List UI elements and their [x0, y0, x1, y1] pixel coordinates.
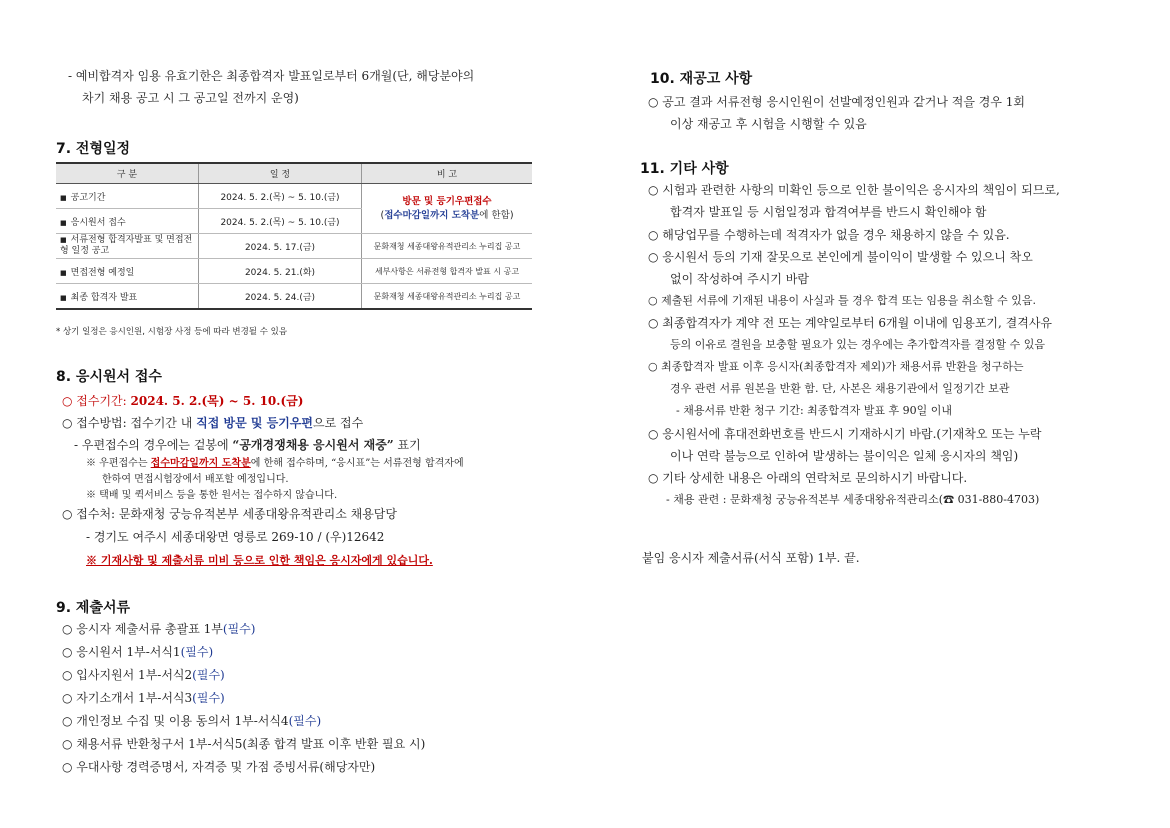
mail-note-1: ※ 우편접수는 접수마감일까지 도착분에 한해 접수하며, “응시표”는 서류전형 합격자에 [86, 458, 464, 469]
merged-note: 방문 및 등기우편접수 (접수마감일까지 도착분에 한함) [362, 184, 533, 234]
warning-note: ※ 기재사항 및 제출서류 미비 등으로 인한 책임은 응시자에게 있습니다. [86, 554, 433, 567]
section-10-line-2: 이상 재공고 후 시험을 시행할 수 있음 [670, 117, 867, 131]
row-note: 세부사항은 서류전형 합격자 발표 시 공고 [362, 259, 533, 284]
row-name: ■ 공고기간 [56, 184, 199, 209]
mail-note-2: ※ 택배 및 퀵서비스 등을 통한 원서는 접수하지 않습니다. [86, 490, 338, 501]
list-item: ○ 기타 상세한 내용은 아래의 연락처로 문의하시기 바랍니다. [648, 471, 968, 485]
row-date: 2024. 5. 21.(화) [199, 259, 362, 284]
list-item: ○ 응시원서 1부-서식1(필수) [62, 645, 214, 659]
section-8-title: 8. 응시원서 접수 [56, 369, 162, 385]
list-item-cont: 이나 연락 불능으로 인하여 발생하는 불이익은 일체 응시자의 책임) [670, 449, 1019, 463]
list-item: ○ 채용서류 반환청구서 1부-서식5(최종 합격 발표 이후 반환 필요 시) [62, 737, 426, 751]
bullet-icon: ■ [60, 193, 67, 202]
list-item: ○ 제출된 서류에 기재된 내용이 사실과 틀 경우 합격 또는 임용을 취소할 수 있음. [648, 294, 1036, 307]
row-name: ■ 응시원서 접수 [56, 209, 199, 234]
bullet-icon: ■ [60, 293, 67, 302]
list-item: ○ 개인정보 수집 및 이용 동의서 1부-서식4(필수) [62, 714, 322, 728]
section-10-title: 10. 재공고 사항 [650, 71, 753, 87]
mail-instruction: - 우편접수의 경우에는 겉봉에 “공개경쟁채용 응시원서 재중” 표기 [74, 438, 421, 452]
row-date: 2024. 5. 24.(금) [199, 284, 362, 310]
address: - 경기도 여주시 세종대왕면 영릉로 269-10 / (우)12642 [86, 530, 385, 544]
contact-info: - 채용 관련 : 문화재청 궁능유적본부 세종대왕유적관리소(☎ 031-880-4703) [666, 493, 1040, 506]
list-item: ○ 해당업무를 수행하는데 적격자가 없을 경우 채용하지 않을 수 있음. [648, 228, 1010, 242]
list-item: ○ 입사지원서 1부-서식2(필수) [62, 668, 225, 682]
mail-note-1-cont: 한하여 면접시험장에서 배포할 예정입니다. [102, 474, 289, 485]
list-item: ○ 응시원서 등의 기재 잘못으로 본인에게 불이익이 발생할 수 있으니 착오 [648, 250, 1033, 264]
application-place: ○ 접수처: 문화재청 궁능유적본부 세종대왕유적관리소 채용담당 [62, 507, 397, 521]
table-footnote: * 상기 일정은 응시인원, 시험장 사정 등에 따라 변경될 수 있음 [56, 327, 288, 337]
list-item-cont: 없이 작성하여 주시기 바람 [670, 272, 809, 286]
list-item-cont: 합격자 발표일 등 시험일정과 합격여부를 반드시 확인해야 함 [670, 205, 987, 219]
row-date: 2024. 5. 2.(목) ~ 5. 10.(금) [199, 184, 362, 209]
row-date: 2024. 5. 17.(금) [199, 234, 362, 259]
section-9-title: 9. 제출서류 [56, 600, 131, 616]
row-name: ■ 최종 합격자 발표 [56, 284, 199, 310]
list-item: ○ 자기소개서 1부-서식3(필수) [62, 691, 225, 705]
intro-line-2: 차기 채용 공고 시 그 공고일 전까지 운영) [82, 91, 299, 105]
attachment-note: 붙임 응시자 제출서류(서식 포함) 1부. 끝. [642, 551, 860, 565]
bullet-icon: ■ [60, 268, 67, 277]
header-note: 비 고 [362, 163, 533, 184]
section-10-line-1: ○ 공고 결과 서류전형 응시인원이 선발예정인원과 같거나 적을 경우 1회 [648, 95, 1026, 109]
intro-line-1: - 예비합격자 임용 유효기한은 최종합격자 발표일로부터 6개월(단, 해당분야의 [68, 69, 475, 83]
row-name: ■ 서류전형 합격자발표 및 면접전형 일정 공고 [56, 234, 199, 259]
bullet-icon: ■ [60, 218, 67, 227]
list-item: ○ 최종합격자 발표 이후 응시자(최종합격자 제외)가 채용서류 반환을 청구하는 [648, 360, 1024, 373]
table-row [56, 234, 532, 259]
row-note: 문화재청 세종대왕유적관리소 누리집 공고 [362, 284, 533, 310]
application-period: ○ 접수기간: 2024. 5. 2.(목) ~ 5. 10.(금) [62, 394, 304, 408]
list-item: ○ 최종합격자가 계약 전 또는 계약일로부터 6개월 이내에 임용포기, 결격사유 [648, 316, 1053, 330]
header-category: 구 분 [56, 163, 199, 184]
table-row [56, 284, 532, 310]
list-item: ○ 응시원서에 휴대전화번호를 반드시 기재하시기 바람.(기재착오 또는 누락 [648, 427, 1042, 441]
header-schedule: 일 정 [199, 163, 362, 184]
row-date: 2024. 5. 2.(목) ~ 5. 10.(금) [199, 209, 362, 234]
list-item-cont: 경우 관련 서류 원본을 반환 함. 단, 사본은 채용기관에서 일정기간 보관 [670, 382, 1010, 395]
table-row [56, 184, 532, 209]
section-11-title: 11. 기타 사항 [640, 161, 729, 177]
section-7-title: 7. 전형일정 [56, 141, 131, 157]
table-row [56, 259, 532, 284]
row-name: ■ 면접전형 예정일 [56, 259, 199, 284]
list-item: ○ 시험과 관련한 사항의 미확인 등으로 인한 불이익은 응시자의 책임이 되므로, [648, 183, 1060, 197]
application-method: ○ 접수방법: 접수기간 내 직접 방문 및 등기우편으로 접수 [62, 416, 364, 430]
list-sub-item: - 채용서류 반환 청구 기간: 최종합격자 발표 후 90일 이내 [676, 404, 953, 417]
table-header-row [56, 163, 532, 184]
row-note: 문화재청 세종대왕유적관리소 누리집 공고 [362, 234, 533, 259]
list-item-cont: 등의 이유로 결원을 보충할 필요가 있는 경우에는 추가합격자를 결정할 수 있음 [670, 338, 1045, 351]
list-item: ○ 우대사항 경력증명서, 자격증 및 가점 증빙서류(해당자만) [62, 760, 376, 774]
list-item: ○ 응시자 제출서류 총괄표 1부(필수) [62, 622, 256, 636]
schedule-table [56, 162, 532, 310]
bullet-icon: ■ [60, 236, 67, 244]
